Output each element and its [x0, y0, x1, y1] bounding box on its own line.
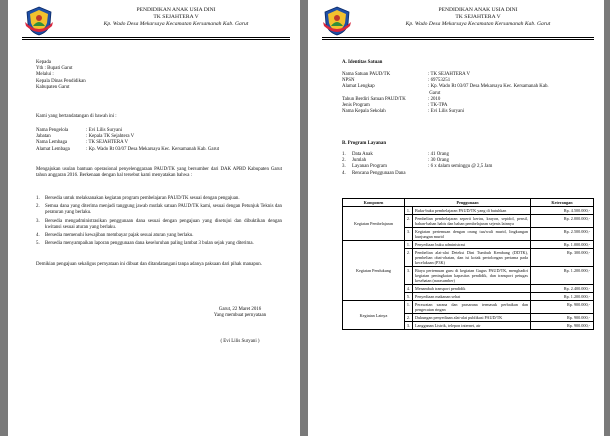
amount-cell: Rp. 300.000,- — [531, 249, 594, 267]
program-value: : 30 Orang — [428, 158, 449, 164]
program-no: 2. — [342, 158, 346, 164]
signature-block — [190, 307, 290, 346]
amount-cell: Rp. 2.500.000,- — [531, 228, 594, 241]
signer-value: : Evi Lilis Suryani — [86, 128, 122, 133]
identity-value: : Evi Lilis Suryani — [428, 109, 464, 115]
letter-page — [8, 0, 300, 436]
letterhead-divider — [322, 37, 594, 40]
row-number: 4. — [405, 285, 413, 293]
component-cell: Kegiatan Pendukung — [343, 241, 405, 301]
identity-label: Nama Satuan PAUD/TK — [342, 72, 391, 77]
intro-text: Kami yang bertandatangan di bawah ini : — [36, 114, 117, 119]
budget-table — [342, 198, 594, 330]
amount-cell: Rp. 1.200.000,- — [531, 293, 594, 301]
identity-label: Alamat Lengkap — [342, 84, 375, 90]
identity-label: Jenis Program — [342, 103, 370, 109]
usage-cell: Kegiatan pertemuan dengan orang tua/wali murid, lingkungan kunjungan murid — [413, 228, 531, 241]
row-number: 2. — [405, 314, 413, 322]
body-paragraph: Mengajukan usulan bantuan operasional penyelenggaraan PAUD/TK yang bersumber dari DAK APBD Kabupaten Garut tahun anggaran 2016. Berkenaan dengan hal tersebut kami menyatakan bahwa : — [36, 167, 282, 179]
program-list — [342, 152, 492, 177]
table-row — [343, 241, 594, 249]
signer-label: Nama Pengelola — [36, 128, 69, 133]
row-number: 2. — [405, 215, 413, 228]
row-number: 1. — [405, 241, 413, 249]
proposal-page — [308, 0, 604, 436]
to-line: Kabupaten Garut — [36, 84, 70, 90]
identity-label: Nama Kepala Sekolah — [342, 109, 386, 115]
amount-cell: Rp. 1.200.000,- — [531, 267, 594, 285]
to-line: Yth : Bupati Garut — [36, 66, 73, 72]
to-line: Melalui : — [36, 72, 54, 78]
program-label: Rencana Penggunaan Dana — [352, 170, 406, 176]
statement-item: Bersedia mengadministrasikan penggunaan dana sesuai dengan pengajuan yang disetujui dan dibuktikan dengan kwitansi sesuai aturan yang berlaku. — [45, 218, 282, 230]
signer-label: Jabatan — [36, 134, 51, 140]
usage-cell: Perawatan sarana dan prasarana termasuk perbaikan dan pengecatan ringan — [413, 301, 531, 314]
section-a-heading: A. Identitas Satuan — [342, 60, 383, 65]
letterhead-line2: TK SEJAHTERA V — [455, 14, 501, 21]
identity-label: NPSN — [342, 78, 355, 84]
usage-cell: Penyediaan makanan sehat — [413, 293, 531, 301]
usage-cell: Penyediaan buku administrasi — [413, 241, 531, 249]
amount-cell: Rp. 2.400.000,- — [531, 285, 594, 293]
amount-cell: Rp. 2.000.000,- — [531, 215, 594, 228]
identity-value: : TK SEJAHTERA V — [428, 72, 471, 77]
letterhead-divider — [22, 37, 290, 40]
usage-cell: Buku-buku pembelajaran PAUD/TK yang di butuhkan — [413, 207, 531, 215]
identity-value: : 2010 — [428, 96, 441, 102]
letterhead — [360, 7, 596, 29]
row-number: 1. — [405, 301, 413, 314]
letterhead-address: Kp. Wado Desa Mekarsaya Kecamatan Kersamanah Kab. Garut — [103, 21, 249, 28]
signer-value: : TK SEJAHTERA V — [86, 140, 129, 146]
component-cell: Kegiatan Lainya — [343, 301, 405, 330]
column-header: Keterangan — [531, 199, 594, 207]
program-no: 1. — [342, 152, 346, 157]
identity-value: : Kp. Wado Rt 03/07 Desa Mekarsaya Kec. Kersamanah Kab. — [428, 84, 549, 90]
statement-item: Bersedia untuk melaksanakan kegiatan program pembelajaran PAUD/TK sesuai dengan pengajuan. — [45, 196, 240, 201]
row-number: 3. — [405, 228, 413, 241]
amount-cell: Rp. 900.000,- — [531, 301, 594, 314]
usage-cell: Langganan Listrik, telepon internet, air — [413, 322, 531, 330]
identity-label: Tahun Berdiri Satuan PAUD/TK — [342, 96, 406, 102]
table-row — [343, 207, 594, 215]
statement-item: Bersedia menyampaikan laporan penggunaan dana keseluruhan paling lambat 3 bulan sejak yang diterima. — [45, 241, 254, 247]
letterhead-line1: PENDIDIKAN ANAK USIA DINI — [136, 7, 216, 13]
table-header-row — [343, 199, 594, 207]
letterhead-address: Kp. Wado Desa Mekarsaya Kecamatan Kersamanah Kab. Garut — [405, 21, 551, 28]
usage-cell: Pembelian pembelajaran seperti kertas, krayon, sepidol, pensil, bahan-bahan habis dan bahan pembelajaran sejenis lainnya — [413, 215, 531, 228]
sign-title: Yang membuat pernyataan — [213, 313, 267, 319]
letterhead-line1: PENDIDIKAN ANAK USIA DINI — [438, 7, 518, 13]
signer-label: Nama Lembaga — [36, 140, 68, 146]
identity-value: : TK-TPA — [428, 103, 448, 109]
letterhead — [60, 7, 292, 29]
statement-item: Bersedia memenuhi kewajiban membayar pajak sesuai aturan yang berlaku. — [45, 233, 194, 239]
program-label: Layanan Program — [352, 164, 387, 170]
signer-block — [36, 128, 219, 153]
amount-cell: Rp. 1.000.000,- — [531, 241, 594, 249]
program-value: : 6 x dalam seminggu @ 2,5 Jam — [428, 164, 493, 170]
amount-cell: Rp. 4.500.000,- — [531, 207, 594, 215]
identity-value: Garut — [428, 90, 441, 96]
usage-cell: Biaya pertemuan guru di kegiatan Gugus PAUD/TK, menghadiri kegiatan peningkatan kapasitas pendidik, dan transport petugas kesehatan (narasumber) — [413, 267, 531, 285]
component-cell: Kegiatan Pembelajaran — [343, 207, 405, 241]
program-no: 3. — [342, 164, 346, 170]
statement-list: 1. Bersedia untuk melaksanakan kegiatan program pembelajaran PAUD/TK sesuai dengan pengajuan. 2. Semua dana yang diterima menjadi tanggung jawab mutlak satuan PAUD/TK kami, sesuai dengan Petunjuk Teknis dan peraturan yang berlaku. 3. Bersedia mengadministrasikan penggunaan dana sesuai dengan pengajuan yang disetujui dan dibuktikan dengan kwitansi sesuai aturan yang berlaku. 4. Bersedia memenuhi kewajiban membayar pajak sesuai aturan yang berlaku. 5. Bersedia menyampaikan laporan penggunaan dana keseluruhan paling lambat 3 bulan sejak yang diterima. — [36, 196, 282, 247]
amount-cell: Rp. 900.000,- — [531, 314, 594, 322]
usage-cell: Menambah transport pendidik — [413, 285, 531, 293]
table-row — [343, 301, 594, 314]
signer-label: Alamat Lembaga — [36, 146, 70, 152]
section-b-heading: B. Program Layanan — [342, 141, 387, 146]
signer-value: : Kp. Wado Rt 03/07 Desa Mekarsaya Kec. Kersamanah Kab. Garut — [86, 146, 220, 152]
to-label: Kepada — [36, 60, 51, 65]
column-header: Komponen — [343, 199, 405, 207]
school-logo — [322, 6, 352, 36]
identity-value: : 69753251 — [428, 78, 451, 84]
sign-name: ( Evi Lilis Suryani ) — [220, 339, 260, 345]
row-number: 2. — [405, 249, 413, 267]
to-line: Kepala Dinas Pendidikan — [36, 78, 86, 84]
statement-item: Semua dana yang diterima menjadi tanggung jawab mutlak satuan PAUD/TK kami, sesuai dengan Petunjuk Teknis dan peraturan yang berlaku. — [45, 204, 282, 216]
usage-cell: Pembelian alat-alat Deteksi Dini Tumbuh Kembang (DDTK), pembelian obat-obatan, dan isi kotak pertolongan pertama pada kecelakaan (P3K) — [413, 249, 531, 267]
place-date: Garut, 22 Maret 2016 — [218, 307, 262, 312]
usage-cell: Dukungan penyediaan alat-alat publikasi PAUD/TK — [413, 314, 531, 322]
signer-value: : Kepala TK Sejahtera V — [86, 134, 135, 140]
row-number: 5. — [405, 293, 413, 301]
letterhead-line2: TK SEJAHTERA V — [153, 14, 199, 21]
identity-list — [342, 72, 549, 115]
program-value: : 41 Orang — [428, 152, 449, 157]
row-number: 3. — [405, 322, 413, 330]
closing-paragraph: Demikian pengajuan sekaligus pernyataan ini dibuat dan ditandatangani tanpa adanya paksaan dari pihak manapun. — [36, 262, 262, 267]
row-number: 1. — [405, 207, 413, 215]
school-logo — [24, 6, 54, 36]
program-no: 4. — [342, 170, 346, 176]
program-label: Jumlah — [352, 158, 367, 164]
amount-cell: Rp. 900.000,- — [531, 322, 594, 330]
row-number: 3. — [405, 267, 413, 285]
recipient-block — [36, 60, 86, 91]
column-header: Penggunaan — [405, 199, 531, 207]
program-label: Data Anak — [352, 152, 373, 157]
